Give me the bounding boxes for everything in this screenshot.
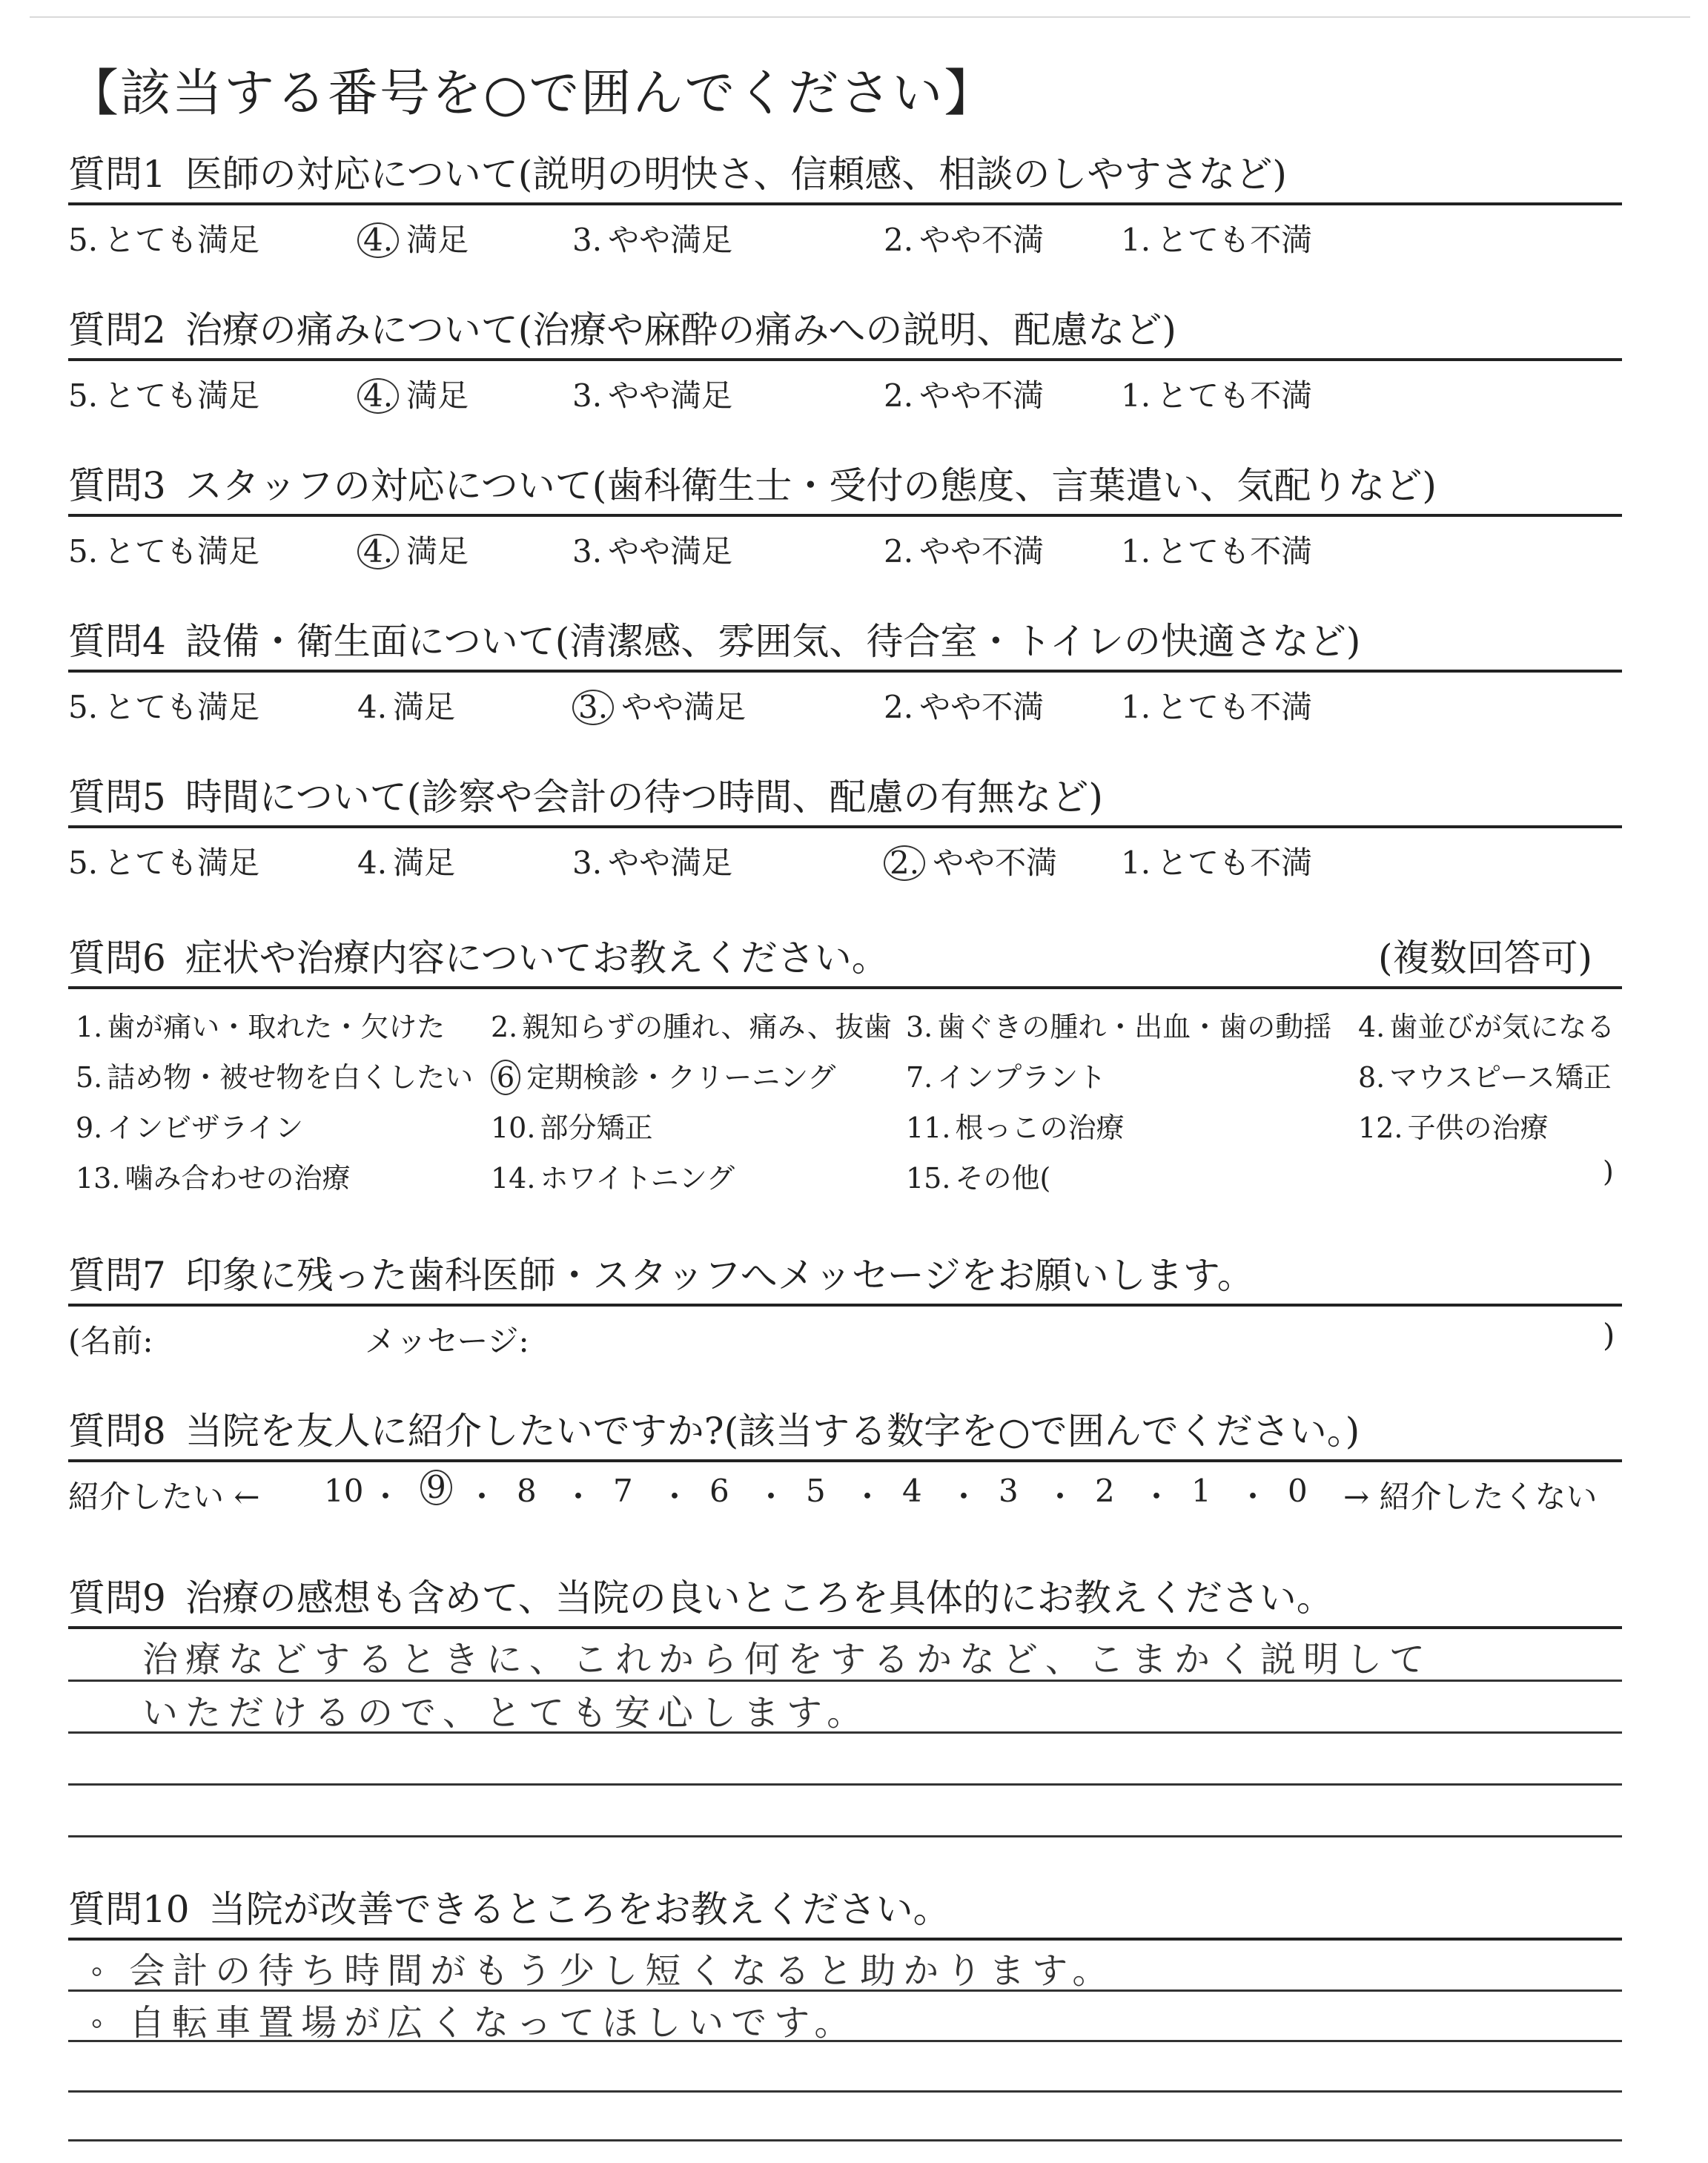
rating-option[interactable] (572, 527, 732, 572)
option-label: インビザライン (107, 1112, 304, 1144)
option-label: とても不満 (1156, 845, 1313, 881)
option-number: 3. (906, 1011, 933, 1043)
close-paren: ) (1603, 1317, 1615, 1353)
rating-option[interactable] (1121, 371, 1312, 416)
symptom-options (68, 989, 1622, 1204)
message-label: メッセージ: (365, 1323, 529, 1359)
answer-line (68, 2139, 1622, 2141)
answer-line (68, 2040, 1622, 2042)
handwritten-answer-line: ◦ 会計の待ち時間がもう少し短くなると助かります。 (90, 1950, 1116, 1992)
symptom-option[interactable] (491, 1054, 835, 1095)
option-number: 5. (68, 845, 99, 881)
symptom-option[interactable] (1358, 1054, 1612, 1095)
option-label: 満足 (393, 689, 456, 725)
question-7 (68, 1253, 1622, 1358)
circled-option-number: 2. (884, 845, 925, 881)
rating-option[interactable] (357, 216, 469, 260)
option-number: 3. (572, 377, 603, 414)
option-number: 12. (1358, 1112, 1403, 1144)
option-number: 1. (1121, 689, 1151, 725)
question-3 (68, 463, 1622, 569)
option-label: とても満足 (104, 533, 260, 569)
option-label: 満足 (406, 222, 469, 258)
scale-value[interactable]: 0 (1288, 1473, 1308, 1509)
option-number: 5. (68, 533, 99, 569)
option-number: 3. (572, 533, 603, 569)
option-label: 歯並びが気になる (1389, 1011, 1615, 1043)
option-number: 1. (1121, 845, 1151, 881)
option-number: 2. (491, 1011, 518, 1043)
question-5 (68, 775, 1622, 880)
question-number: 質問1 (68, 153, 166, 196)
question-6 (68, 936, 1622, 1204)
rating-option[interactable] (1121, 527, 1312, 572)
recommend-scale (68, 1462, 1622, 1514)
symptom-option[interactable] (76, 1155, 350, 1196)
question-2 (68, 308, 1622, 413)
question-title: 症状や治療内容についてお教えください。 (185, 937, 889, 980)
option-number: 4. (1358, 1011, 1386, 1043)
option-number: 2. (884, 222, 914, 258)
name-label: (名前: (68, 1323, 153, 1359)
rating-option[interactable] (68, 216, 259, 260)
option-number: 5. (76, 1061, 103, 1094)
rating-options (68, 361, 1622, 413)
option-number: 3. (572, 845, 603, 881)
scale-separator: ・ (852, 1479, 884, 1515)
question-1 (68, 152, 1622, 257)
answer-line (68, 1783, 1622, 1786)
question-title: 治療の感想も含めて、当院の良いところを具体的にお教えください。 (185, 1576, 1334, 1619)
top-border (30, 16, 1690, 18)
form-header: 【該当する番号を○で囲んでください】 (68, 65, 996, 123)
symptom-option[interactable] (906, 1155, 1050, 1196)
scale-separator: ・ (948, 1479, 980, 1515)
symptom-option[interactable] (491, 1155, 735, 1196)
scale-value[interactable]: 7 (613, 1473, 633, 1509)
option-number: 1. (76, 1011, 103, 1043)
option-label: 根っこの治療 (955, 1112, 1125, 1144)
option-label: 歯ぐきの腫れ・出血・歯の動揺 (937, 1011, 1332, 1043)
handwritten-answer-line: 治療などするときに、これから何をするかなど、こまかく説明して (142, 1639, 1433, 1680)
question-number: 質問9 (68, 1576, 166, 1619)
symptom-option[interactable] (906, 1054, 1106, 1095)
option-number: 1. (1121, 377, 1151, 414)
option-label: やや不満 (919, 533, 1045, 569)
option-number: 5. (68, 222, 99, 258)
question-title: 当院を友人に紹介したいですか?(該当する数字を○で囲んでください。) (185, 1410, 1360, 1453)
scale-separator: ・ (1141, 1479, 1173, 1515)
option-label: やや不満 (919, 222, 1045, 258)
circled-option-number: 6 (491, 1060, 520, 1095)
question-number: 質問2 (68, 308, 166, 351)
rating-option[interactable] (357, 683, 455, 727)
option-number: 9. (76, 1112, 103, 1144)
question-number: 質問6 (68, 937, 166, 980)
option-number: 15. (906, 1162, 951, 1195)
question-title: 時間について(診察や会計の待つ時間、配慮の有無など) (185, 776, 1103, 819)
option-number: 4. (357, 689, 388, 725)
option-label: やや満足 (608, 845, 733, 881)
scale-separator: ・ (1237, 1479, 1269, 1515)
circled-scale-value[interactable]: 9 (420, 1470, 452, 1505)
circled-option-number: 4. (357, 222, 399, 258)
option-label: 満足 (406, 533, 469, 569)
scale-value[interactable]: 3 (999, 1473, 1019, 1509)
scale-value[interactable]: 1 (1191, 1473, 1211, 1509)
question-9 (68, 1576, 1622, 1852)
option-label: 定期検診・クリーニング (526, 1061, 836, 1094)
symptom-option[interactable] (491, 1004, 892, 1045)
question-number: 質問3 (68, 464, 166, 507)
rating-option[interactable] (884, 371, 1044, 416)
rating-option[interactable] (884, 839, 1057, 883)
option-number: 13. (76, 1162, 121, 1195)
option-label: とても不満 (1156, 377, 1313, 414)
option-label: 噛み合わせの治療 (125, 1162, 351, 1195)
option-label: とても不満 (1156, 222, 1313, 258)
scale-value[interactable]: 4 (902, 1473, 922, 1509)
option-number: 5. (68, 377, 99, 414)
option-label: その他( (955, 1162, 1051, 1195)
scale-value[interactable]: 6 (709, 1473, 729, 1509)
option-number: 1. (1121, 533, 1151, 569)
option-number: 8. (1358, 1061, 1386, 1094)
question-4 (68, 619, 1622, 724)
answer-line (68, 1835, 1622, 1837)
question-number: 質問7 (68, 1254, 166, 1297)
rating-option[interactable] (357, 371, 469, 416)
option-number: 14. (491, 1162, 536, 1195)
option-label: 満足 (406, 377, 469, 414)
rating-option[interactable] (884, 683, 1044, 727)
rating-option[interactable] (68, 683, 259, 727)
question-title: 治療の痛みについて(治療や麻酔の痛みへの説明、配慮など) (185, 308, 1176, 351)
option-number: 7. (906, 1061, 933, 1094)
option-label: とても不満 (1156, 533, 1313, 569)
close-paren: ) (1603, 1155, 1614, 1188)
option-label: ホワイトニング (540, 1162, 735, 1195)
question-title: 医師の対応について(説明の明快さ、信頼感、相談のしやすさなど) (185, 153, 1287, 196)
rating-option[interactable] (68, 527, 259, 572)
scale-separator: ・ (755, 1479, 787, 1515)
rating-option[interactable] (357, 839, 455, 883)
circled-option-number: 4. (357, 534, 399, 569)
scale-value[interactable]: 8 (517, 1473, 537, 1509)
option-label: 部分矯正 (540, 1112, 653, 1144)
option-label: とても満足 (104, 845, 260, 881)
rating-options (68, 673, 1622, 724)
option-number: 3. (572, 222, 603, 258)
option-label: とても不満 (1156, 689, 1313, 725)
symptom-option[interactable] (1358, 1004, 1615, 1045)
option-label: やや満足 (608, 377, 733, 414)
option-number: 11. (906, 1112, 951, 1144)
question-title: 印象に残った歯科医師・スタッフへメッセージをお願いします。 (185, 1254, 1254, 1297)
question-10 (68, 1887, 1622, 2163)
rating-option[interactable] (1121, 683, 1312, 727)
scale-left-label: 紹介したい ← (68, 1479, 260, 1515)
option-number: 1. (1121, 222, 1151, 258)
scale-value[interactable]: 2 (1095, 1473, 1115, 1509)
answer-line (68, 1989, 1622, 1992)
option-label: とても満足 (104, 689, 260, 725)
rating-options (68, 828, 1622, 880)
symptom-option[interactable] (906, 1105, 1124, 1146)
multiple-answer-note: (複数回答可) (1377, 937, 1592, 980)
scale-separator: ・ (659, 1479, 691, 1515)
rating-options (68, 517, 1622, 569)
rating-option[interactable] (572, 216, 732, 260)
rating-options (68, 205, 1622, 257)
scale-right-label: → 紹介したくない (1343, 1479, 1598, 1515)
option-number: 2. (884, 533, 914, 569)
rating-option[interactable] (1121, 216, 1312, 260)
option-label: やや不満 (919, 689, 1045, 725)
symptom-option[interactable] (1358, 1105, 1548, 1146)
question-number: 質問4 (68, 620, 166, 663)
question-number: 質問8 (68, 1410, 166, 1453)
option-label: 満足 (393, 845, 456, 881)
option-label: とても満足 (104, 222, 260, 258)
scale-separator: ・ (563, 1479, 595, 1515)
symptom-option[interactable] (76, 1004, 445, 1045)
option-number: 5. (68, 689, 99, 725)
option-label: インプラント (937, 1061, 1107, 1094)
scale-separator: ・ (370, 1479, 402, 1515)
option-label: とても満足 (104, 377, 260, 414)
rating-option[interactable] (572, 839, 732, 883)
rating-option[interactable] (1121, 839, 1312, 883)
option-number: 10. (491, 1112, 536, 1144)
rating-option[interactable] (884, 527, 1044, 572)
option-label: やや不満 (919, 377, 1045, 414)
question-8 (68, 1409, 1622, 1514)
option-label: 親知らずの腫れ、痛み、抜歯 (522, 1011, 892, 1043)
option-label: 詰め物・被せ物を白くしたい (107, 1061, 474, 1094)
scale-separator: ・ (1045, 1479, 1076, 1515)
rating-option[interactable] (68, 839, 259, 883)
symptom-option[interactable] (76, 1105, 303, 1146)
scale-value[interactable]: 5 (806, 1473, 826, 1509)
rating-option[interactable] (68, 371, 259, 416)
option-label: やや満足 (608, 533, 733, 569)
scale-separator: ・ (466, 1479, 498, 1515)
symptom-option[interactable] (906, 1004, 1331, 1045)
circled-option-number: 4. (357, 378, 399, 414)
option-number: 4. (357, 845, 388, 881)
question-title: 設備・衛生面について(清潔感、雰囲気、待合室・トイレの快適さなど) (185, 620, 1361, 663)
question-title: スタッフの対応について(歯科衛生士・受付の態度、言葉遣い、気配りなど) (185, 464, 1437, 507)
option-label: やや満足 (621, 689, 747, 725)
answer-line (68, 1680, 1622, 1682)
handwritten-answer-line: ◦ 自転車置場が広くなってほしいです。 (90, 2002, 858, 2044)
symptom-option[interactable] (76, 1054, 473, 1095)
circled-option-number: 3. (572, 690, 614, 725)
question-title: 当院が改善できるところをお教えください。 (208, 1888, 950, 1931)
option-label: やや満足 (608, 222, 733, 258)
option-number: 2. (884, 377, 914, 414)
rating-option[interactable] (572, 371, 732, 416)
option-label: やや不満 (933, 845, 1058, 881)
option-label: マウスピース矯正 (1389, 1061, 1612, 1094)
option-label: 歯が痛い・取れた・欠けた (107, 1011, 446, 1043)
rating-option[interactable] (884, 216, 1044, 260)
option-number: 2. (884, 689, 914, 725)
handwritten-answer-line: いただけるので、とても安心します。 (142, 1692, 870, 1734)
option-label: 子供の治療 (1407, 1112, 1549, 1144)
question-number: 質問10 (68, 1888, 190, 1931)
scale-value[interactable]: 10 (324, 1473, 364, 1509)
answer-line (68, 1731, 1622, 1734)
rating-option[interactable] (572, 683, 746, 727)
symptom-option[interactable] (491, 1105, 652, 1146)
question-number: 質問5 (68, 776, 166, 819)
rating-option[interactable] (357, 527, 469, 572)
answer-line (68, 2090, 1622, 2093)
